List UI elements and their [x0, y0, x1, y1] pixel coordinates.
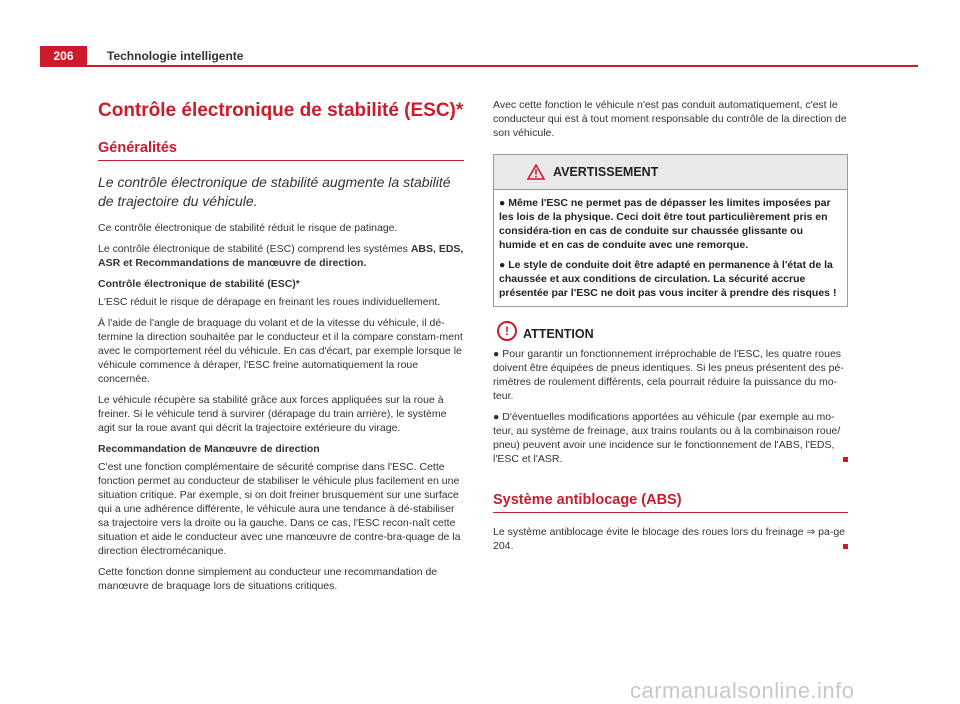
paragraph: L'ESC réduit le risque de dérapage en freinant les roues individuellement. — [98, 296, 441, 308]
subsection-title: Système antiblocage (ABS) — [493, 492, 848, 513]
right-column — [493, 98, 848, 553]
paragraph — [98, 242, 464, 270]
header-divider — [40, 65, 918, 67]
exclamation-circle-icon: ! — [497, 321, 517, 341]
attention-title: ATTENTION — [523, 327, 594, 341]
warning-body — [494, 190, 847, 306]
paragraph — [493, 525, 848, 553]
warning-triangle-icon — [527, 164, 545, 180]
paragraph-text: Le contrôle électronique de stabilité (ESC) comprend les systèmes — [98, 243, 411, 255]
intro-text: Le contrôle électronique de stabilité augmente la stabilité de trajectoire du véhicule. — [98, 174, 451, 209]
paragraph: Ce contrôle électronique de stabilité réduit le risque de patinage. — [98, 222, 398, 234]
watermark: carmanualsonline.info — [630, 678, 855, 703]
left-column — [98, 100, 464, 600]
paragraph-text: Le système antiblocage évite le blocage des roues lors du freinage ⇒ pa-ge 204. — [493, 526, 846, 552]
paragraph: Le véhicule récupère sa stabilité grâce aux forces appliquées sur la roue à freiner. Si le véhicule tend à survirer (dérapage du train arrière), le système agit sur la roue avant qui décrit la trajectoire extérieure du virage. — [98, 394, 447, 434]
end-marker — [843, 457, 848, 462]
attention-body — [493, 347, 848, 466]
paragraph: Cette fonction donne simplement au conducteur une recommandation de manœuvre de braquage lors de situations critiques. — [98, 566, 438, 592]
warning-title: AVERTISSEMENT — [553, 165, 659, 179]
running-title: Technologie intelligente — [107, 49, 244, 63]
paragraph-bold: ABS, EDS, ASR et Recommandations de manœuvre de direction. — [98, 243, 464, 269]
attention-item-text: ● D'éventuelles modifications apportées au véhicule (par exemple au mo-teur, au système de freinage, aux trains roulants ou à la combinaison roue/ pneu) peuvent avoir une incidence sur le fonctionnement de l'ABS, l'EDS, l'ESC et l'ASR. — [493, 411, 841, 465]
page-header — [40, 0, 918, 66]
paragraph: À l'aide de l'angle de braquage du volant et de la vitesse du véhicule, il dé-termine la direction souhaitée par le conducteur et il la compare constam-ment avec le comportement réel du véhicule. En cas d'écart, par exemple lorsque le véhicule commence à déraper, l'ESC freine automatiquement la roue concernée. — [98, 317, 463, 385]
paragraph-heading: Recommandation de Manœuvre de direction — [98, 443, 320, 455]
warning-item: ● Même l'ESC ne permet pas de dépasser les limites imposées par les lois de la physique. Ceci doit être tout particulièrement pris en considéra-tion en cas de conduite sur chaussée glissante ou humide et en cas de conduite avec une remorque. — [499, 197, 831, 251]
end-marker — [843, 544, 848, 549]
attention-item: ● Pour garantir un fonctionnement irréprochable de l'ESC, les quatre roues doivent être équipées de pneus identiques. Si les pneus présentent des pé-rimètres de roulement différents, cela pourrait réduire la puissance du mo-teur. — [493, 348, 844, 402]
page-number: 206 — [40, 46, 87, 66]
subsection-title: Généralités — [98, 140, 464, 161]
attention-header — [493, 321, 848, 347]
attention-item — [493, 410, 848, 466]
paragraph-heading: Contrôle électronique de stabilité (ESC)* — [98, 278, 300, 290]
paragraph: Avec cette fonction le véhicule n'est pas conduit automatiquement, c'est le conducteur qui est à tout moment responsable du contrôle de la direction de son véhicule. — [493, 99, 847, 139]
warning-box — [493, 154, 848, 307]
paragraph: C'est une fonction complémentaire de sécurité comprise dans l'ESC. Cette fonction permet au conducteur de stabiliser le véhicule plus facilement en une situation critique. Par exemple, si on doit freiner brusquement sur une surface qui a une adhérence différente, le véhicule aura une tendance à dé-stabiliser sa trajectoire vers la droite ou la gauche. Dans ce cas, l'ESC recon-naît cette situation et aide le conducteur avec une manœuvre de contre-bra-quage de la direction électromécanique. — [98, 461, 461, 557]
warning-header — [494, 155, 847, 190]
section-title: Contrôle électronique de stabilité (ESC)* — [98, 100, 464, 121]
warning-item: ● Le style de conduite doit être adapté en permanence à l'état de la chaussée et aux conditions de circulation. La sécurité accrue présentée par l'ESC ne doit pas vous inciter à prendre des risques ! — [499, 259, 837, 299]
